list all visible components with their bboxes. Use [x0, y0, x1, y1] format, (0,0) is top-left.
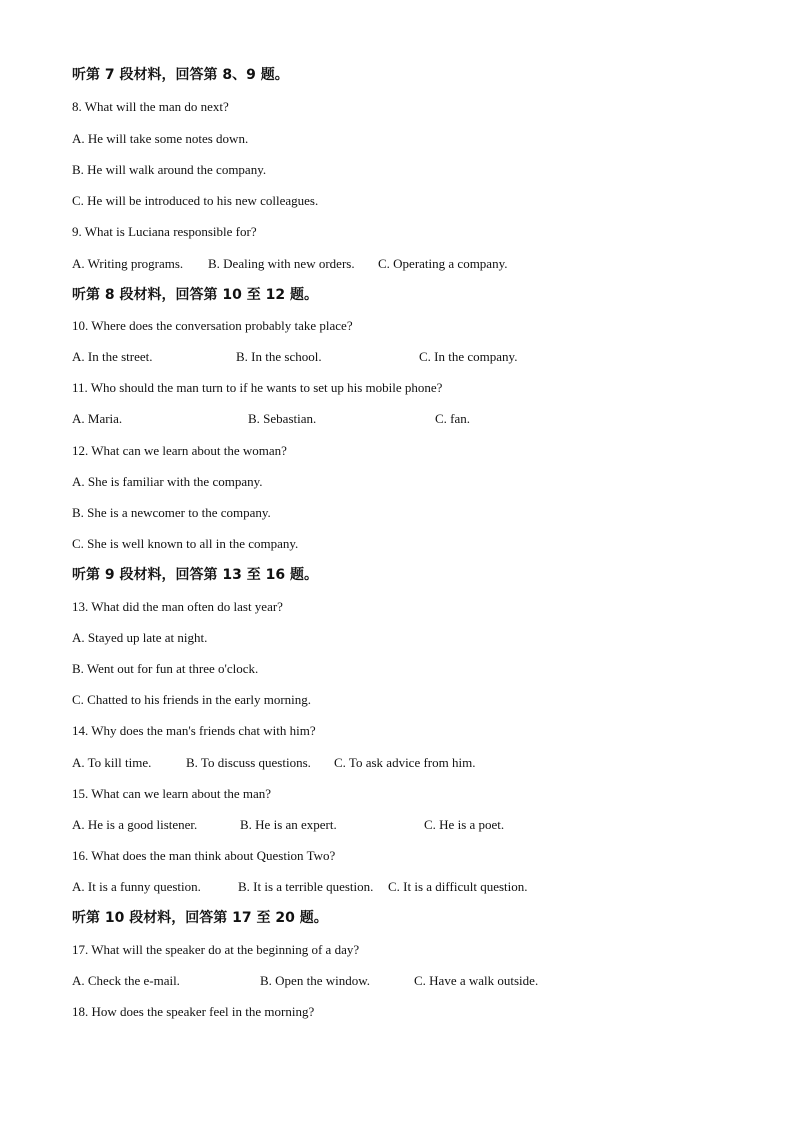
- section-heading: 听第 8 段材料，回答第 10 至 12 题。: [72, 287, 318, 303]
- option-a: A. To kill time.: [72, 755, 152, 770]
- option-c: C. In the company.: [419, 349, 518, 364]
- question-stem: 17. What will the speaker do at the beginning of a day?: [72, 942, 360, 957]
- option-c: C. She is well known to all in the company.: [72, 536, 299, 551]
- section-heading: 听第 10 段材料，回答第 17 至 20 题。: [72, 910, 328, 926]
- option-a: A. Maria.: [72, 411, 123, 426]
- option-a: A. It is a funny question.: [72, 879, 201, 894]
- option-c: C. It is a difficult question.: [388, 879, 528, 894]
- question-stem: 15. What can we learn about the man?: [72, 786, 272, 801]
- question-stem: 18. How does the speaker feel in the morning?: [72, 1004, 315, 1019]
- option-a: A. In the street.: [72, 349, 153, 364]
- option-a: A. He is a good listener.: [72, 817, 198, 832]
- option-a: A. Writing programs.: [72, 256, 184, 271]
- option-c: C. Have a walk outside.: [414, 973, 539, 988]
- option-a: A. Check the e-mail.: [72, 973, 180, 988]
- question-stem: 13. What did the man often do last year?: [72, 599, 283, 614]
- question-stem: 11. Who should the man turn to if he wants to set up his mobile phone?: [72, 380, 443, 395]
- option-b: B. It is a terrible question.: [238, 879, 374, 894]
- option-b: B. Sebastian.: [248, 411, 317, 426]
- option-b: B. To discuss questions.: [186, 755, 311, 770]
- option-c: C. Operating a company.: [378, 256, 508, 271]
- option-c: C. He will be introduced to his new colleagues.: [72, 193, 319, 208]
- option-c: C. To ask advice from him.: [334, 755, 476, 770]
- option-a: A. He will take some notes down.: [72, 131, 249, 146]
- option-c: C. fan.: [435, 411, 471, 426]
- question-stem: 9. What is Luciana responsible for?: [72, 224, 257, 239]
- question-stem: 14. Why does the man's friends chat with him?: [72, 723, 316, 738]
- option-c: C. Chatted to his friends in the early morning.: [72, 692, 312, 707]
- option-a: A. Stayed up late at night.: [72, 630, 208, 645]
- question-stem: 10. Where does the conversation probably take place?: [72, 318, 353, 333]
- option-a: A. She is familiar with the company.: [72, 474, 263, 489]
- option-b: B. Open the window.: [260, 973, 371, 988]
- question-stem: 16. What does the man think about Question Two?: [72, 848, 336, 863]
- section-heading: 听第 7 段材料，回答第 8、9 题。: [72, 67, 289, 83]
- option-b: B. Went out for fun at three o'clock.: [72, 661, 259, 676]
- option-b: B. He is an expert.: [240, 817, 337, 832]
- question-stem: 12. What can we learn about the woman?: [72, 443, 287, 458]
- option-c: C. He is a poet.: [424, 817, 505, 832]
- option-b: B. Dealing with new orders.: [208, 256, 355, 271]
- section-heading: 听第 9 段材料，回答第 13 至 16 题。: [72, 567, 318, 583]
- question-stem: 8. What will the man do next?: [72, 99, 229, 114]
- option-b: B. In the school.: [236, 349, 322, 364]
- option-b: B. He will walk around the company.: [72, 162, 267, 177]
- option-b: B. She is a newcomer to the company.: [72, 505, 271, 520]
